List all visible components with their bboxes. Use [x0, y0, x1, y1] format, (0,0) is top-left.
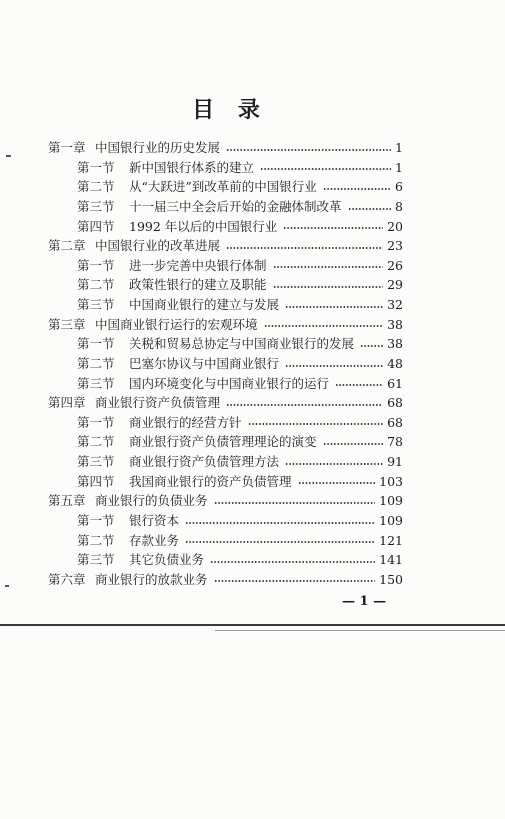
toc-section-row — [77, 295, 403, 315]
toc-section-title: 存款业务 — [129, 532, 180, 548]
toc-page-number: 103 — [379, 473, 403, 489]
toc-chapter-title: 商业银行资产负债管理 — [95, 395, 221, 411]
toc-section-row — [77, 531, 403, 551]
toc-page-number: 68 — [387, 414, 403, 430]
toc-section-number: 第三节 — [77, 297, 115, 312]
toc-page-number: 38 — [387, 316, 403, 332]
toc-leader-dots — [210, 550, 375, 570]
toc-section-title: 1992 年以后的中国银行业 — [129, 218, 278, 234]
toc-chapter-number: 第五章 — [48, 493, 86, 509]
scan-edge-line — [0, 624, 505, 626]
toc-section-number: 第二节 — [77, 434, 115, 450]
toc-leader-dots — [285, 354, 383, 374]
toc-page-number: 6 — [395, 179, 403, 195]
toc-section-number: 第四节 — [77, 218, 115, 234]
toc-page-number: 8 — [395, 198, 403, 214]
toc-section-number: 第三节 — [77, 552, 115, 568]
toc-page-number: 91 — [387, 454, 403, 469]
toc-section-title: 中国商业银行的建立与发展 — [129, 297, 280, 312]
toc-leader-dots — [335, 374, 383, 394]
toc-section-row — [77, 472, 403, 492]
toc-page-number: 26 — [387, 257, 403, 273]
toc-leader-dots — [323, 432, 384, 452]
toc-page-number: 121 — [379, 532, 403, 548]
toc-page-number: 32 — [387, 297, 403, 312]
toc-leader-dots — [273, 275, 384, 295]
toc-section-number: 第一节 — [77, 159, 115, 175]
toc-page-number: 109 — [379, 512, 403, 528]
toc-section-number: 第一节 — [77, 257, 115, 273]
toc-leader-dots — [298, 472, 376, 492]
toc-leader-dots — [264, 315, 384, 335]
toc-section-title: 我国商业银行的资产负债管理 — [129, 473, 292, 489]
toc-section-row — [77, 334, 403, 354]
toc-leader-dots — [185, 531, 375, 551]
toc-page-number: 48 — [387, 355, 403, 371]
toc-chapter-title: 中国银行业的改革进展 — [95, 238, 221, 254]
toc-page-number: 20 — [387, 218, 403, 234]
toc-section-title: 其它负债业务 — [129, 552, 205, 568]
toc-chapter-title: 中国商业银行运行的宏观环境 — [95, 316, 258, 332]
toc-page-number: 38 — [387, 336, 403, 352]
toc-page-number: 61 — [387, 375, 403, 391]
toc-section-title: 商业银行的经营方针 — [129, 414, 242, 430]
toc-section-number: 第一节 — [77, 336, 115, 352]
toc-leader-dots — [214, 570, 376, 590]
toc-chapter-row — [48, 491, 403, 511]
toc-section-title: 商业银行资产负债管理方法 — [129, 454, 280, 469]
toc-section-number: 第二节 — [77, 355, 115, 371]
page-title: 目 录 — [192, 97, 268, 123]
toc-section-title: 政策性银行的建立及职能 — [129, 277, 267, 293]
page-number-footer: — 1 — — [342, 594, 387, 609]
scan-speck — [6, 155, 11, 157]
toc-leader-dots — [273, 256, 384, 276]
toc-section-title: 银行资本 — [129, 512, 180, 528]
toc-section-title: 从“大跃进”到改革前的中国银行业 — [129, 179, 317, 195]
scan-speck — [5, 585, 9, 587]
toc-section-number: 第四节 — [77, 473, 115, 489]
toc-section-row — [77, 256, 403, 276]
toc-chapter-row — [48, 138, 403, 158]
toc-section-title: 十一届三中全会后开始的金融体制改革 — [129, 198, 342, 214]
toc-section-row — [77, 354, 403, 374]
toc-chapter-row — [48, 393, 403, 413]
toc-section-number: 第二节 — [77, 179, 115, 195]
toc-section-row — [77, 413, 403, 433]
toc-leader-dots — [348, 197, 391, 217]
toc-leader-dots — [214, 491, 376, 511]
toc-section-title: 商业银行资产负债管理理论的演变 — [129, 434, 317, 450]
toc-page-number: 1 — [395, 159, 403, 175]
toc-page-number: 109 — [379, 493, 403, 509]
toc-section-number: 第三节 — [77, 375, 115, 391]
toc-section-title: 巴塞尔协议与中国商业银行 — [129, 355, 280, 371]
toc-section-title: 新中国银行体系的建立 — [129, 159, 255, 175]
toc-leader-dots — [285, 295, 383, 315]
toc-page-number: 23 — [387, 238, 403, 254]
toc-page-number: 141 — [379, 552, 403, 568]
toc-page-number: 150 — [379, 571, 403, 587]
toc-chapter-row — [48, 570, 403, 590]
toc-section-row — [77, 452, 403, 472]
toc-section-row — [77, 432, 403, 452]
toc-chapter-title: 商业银行的负债业务 — [95, 493, 208, 509]
scan-edge-line-faint — [215, 630, 505, 631]
toc-leader-dots — [226, 393, 383, 413]
toc-chapter-number: 第二章 — [48, 238, 86, 254]
table-of-contents — [0, 138, 505, 589]
toc-section-number: 第二节 — [77, 532, 115, 548]
toc-page-number: 78 — [387, 434, 403, 450]
toc-chapter-row — [48, 315, 403, 335]
toc-leader-dots — [248, 413, 384, 433]
toc-leader-dots — [260, 158, 391, 178]
toc-page-number: 29 — [387, 277, 403, 293]
toc-page-number: 68 — [387, 395, 403, 411]
toc-section-row — [77, 217, 403, 237]
toc-leader-dots — [323, 177, 391, 197]
toc-chapter-number: 第四章 — [48, 395, 86, 411]
toc-page-number: 1 — [395, 140, 403, 155]
toc-leader-dots — [360, 334, 383, 354]
toc-section-row — [77, 550, 403, 570]
toc-chapter-number: 第三章 — [48, 316, 86, 332]
toc-section-title: 关税和贸易总协定与中国商业银行的发展 — [129, 336, 355, 352]
toc-leader-dots — [226, 236, 383, 256]
toc-leader-dots — [285, 452, 383, 472]
toc-section-row — [77, 374, 403, 394]
toc-chapter-row — [48, 236, 403, 256]
toc-chapter-number: 第一章 — [48, 140, 86, 155]
toc-chapter-title: 中国银行业的历史发展 — [95, 140, 221, 155]
toc-section-row — [77, 158, 403, 178]
toc-section-title: 进一步完善中央银行体制 — [129, 257, 267, 273]
toc-section-number: 第三节 — [77, 198, 115, 214]
toc-section-row — [77, 177, 403, 197]
toc-chapter-number: 第六章 — [48, 571, 86, 587]
toc-section-number: 第三节 — [77, 454, 115, 469]
toc-section-number: 第一节 — [77, 414, 115, 430]
toc-leader-dots — [283, 217, 383, 237]
toc-section-number: 第二节 — [77, 277, 115, 293]
toc-leader-dots — [226, 138, 391, 158]
toc-section-number: 第一节 — [77, 512, 115, 528]
toc-section-row — [77, 275, 403, 295]
toc-leader-dots — [185, 511, 375, 531]
toc-chapter-title: 商业银行的放款业务 — [95, 571, 208, 587]
toc-section-row — [77, 511, 403, 531]
toc-section-row — [77, 197, 403, 217]
toc-section-title: 国内环境变化与中国商业银行的运行 — [129, 375, 330, 391]
